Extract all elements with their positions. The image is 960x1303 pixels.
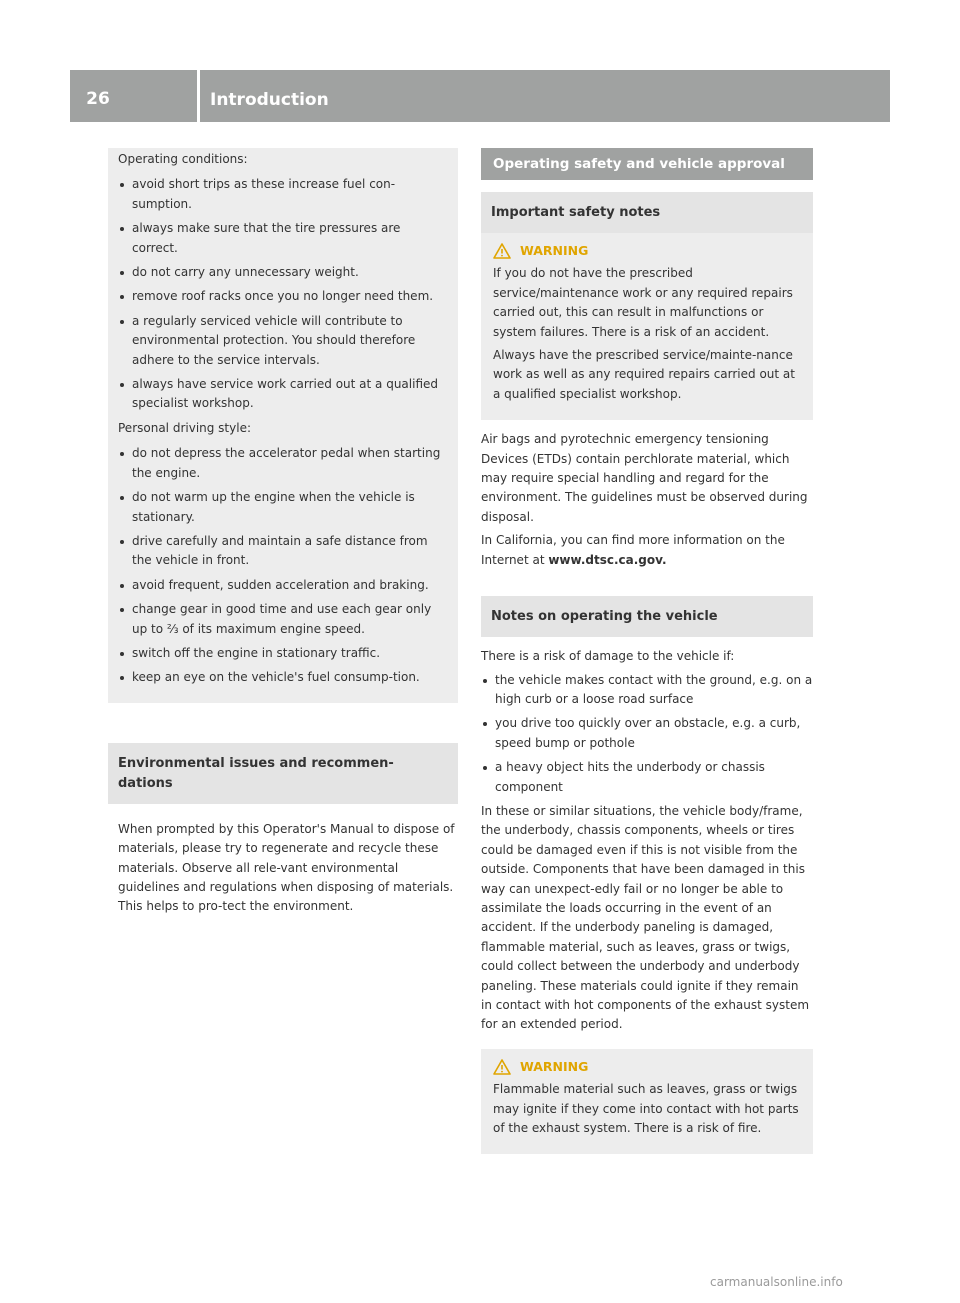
section-title: Introduction <box>210 90 329 110</box>
operating-conditions-label: Operating conditions: <box>118 152 248 166</box>
list-item: you drive too quickly over an obstacle, e.g. a curb, speed bump or pothole <box>481 714 813 753</box>
california-text <box>481 531 813 570</box>
list-item: drive carefully and maintain a safe distance from the vehicle in front. <box>118 532 446 571</box>
warning-label: WARNING <box>520 243 589 258</box>
list-item: always have service work carried out at a qualified specialist workshop. <box>118 375 446 414</box>
warning-text: Always have the prescribed service/mainte-nance work as well as any required repairs carried out at a qualified specialist workshop. <box>493 348 795 401</box>
spacer <box>481 574 813 596</box>
header-divider <box>197 70 200 122</box>
safety-heading: Important safety notes <box>481 192 813 233</box>
warning-box <box>481 1049 813 1155</box>
left-column <box>118 148 458 922</box>
env-text: When prompted by this Operator's Manual to dispose of materials, please try to regenerate and recycle these materials. Observe all rele-vant environmental guidelines and regulations when disposing of materials. This helps to pro-tect the environment. <box>118 821 455 914</box>
damage-intro: There is a risk of damage to the vehicle if: <box>481 649 735 664</box>
warning-text: Flammable material such as leaves, grass or twigs may ignite if they come into contact with hot parts of the exhaust system. There is a risk of fire. <box>493 1082 799 1136</box>
list-item: do not warm up the engine when the vehicle is stationary. <box>118 488 446 527</box>
driving-style-list <box>118 444 446 687</box>
site-watermark: carmanualsonline.info <box>710 1275 843 1289</box>
operating-heading: Notes on operating the vehicle <box>481 596 813 637</box>
list-item: avoid short trips as these increase fuel con-sumption. <box>118 175 446 214</box>
damage-text: In these or similar situations, the vehicle body/frame, the underbody, chassis components, wheels or tires could be damaged even if this is not visible from the outside. Components that have been damaged in this way can unexpect-edly fail or no longer be able to assimilate the loads occurring in the event of an accident. If the underbody paneling is damaged, flammable material, such as leaves, grass or twigs, could collect between the underbody and underbody paneling. These materials could ignite if they remain in contact with hot components of the exhaust system for an extended period. <box>481 803 810 1032</box>
list-item: avoid frequent, sudden acceleration and braking. <box>118 576 446 595</box>
list-item: a regularly serviced vehicle will contribute to environmental protection. You should therefore adhere to the service intervals. <box>118 312 446 370</box>
page-header <box>70 70 890 122</box>
right-column <box>481 148 813 1154</box>
spacer <box>481 420 813 430</box>
dtsc-link[interactable]: www.dtsc.ca.gov. <box>548 552 667 567</box>
list-item: switch off the engine in stationary traffic. <box>118 644 446 663</box>
tips-box <box>108 148 458 703</box>
driving-style-label: Personal driving style: <box>118 420 252 435</box>
list-item: remove roof racks once you no longer need them. <box>118 287 446 306</box>
warning-box <box>481 233 813 420</box>
warning-header <box>493 241 801 260</box>
california-text-body: In California, you can find more information on the Internet at <box>481 533 785 567</box>
spacer <box>481 1039 813 1049</box>
list-item: do not carry any unnecessary weight. <box>118 263 446 282</box>
warning-triangle-icon <box>493 1059 511 1075</box>
list-item: the vehicle makes contact with the ground, e.g. on a high curb or a loose road surface <box>481 671 813 710</box>
warning-header <box>493 1057 801 1076</box>
warning-triangle-icon <box>493 243 511 259</box>
operating-conditions-list <box>118 175 446 413</box>
airbag-text: Air bags and pyrotechnic emergency tensioning Devices (ETDs) contain perchlorate material, which may require special handling and regard for the environment. The guidelines must be observed during disposal. <box>481 432 808 524</box>
damage-list <box>481 671 813 797</box>
env-heading: Environmental issues and recommen-dations <box>108 743 458 804</box>
page-number: 26 <box>86 89 110 109</box>
list-item: do not depress the accelerator pedal when starting the engine. <box>118 444 446 483</box>
warning-label: WARNING <box>520 1058 589 1074</box>
list-item: change gear in good time and use each gear only up to ⅔ of its maximum engine speed. <box>118 600 446 639</box>
list-item: keep an eye on the vehicle's fuel consump-tion. <box>118 668 446 687</box>
warning-text: If you do not have the prescribed service/maintenance work or any required repairs carried out, this can result in malfunctions or system failures. There is a risk of an accident. <box>493 266 793 339</box>
chapter-heading: Operating safety and vehicle approval <box>481 148 813 180</box>
list-item: a heavy object hits the underbody or chassis component <box>481 758 813 797</box>
list-item: always make sure that the tire pressures are correct. <box>118 219 446 258</box>
